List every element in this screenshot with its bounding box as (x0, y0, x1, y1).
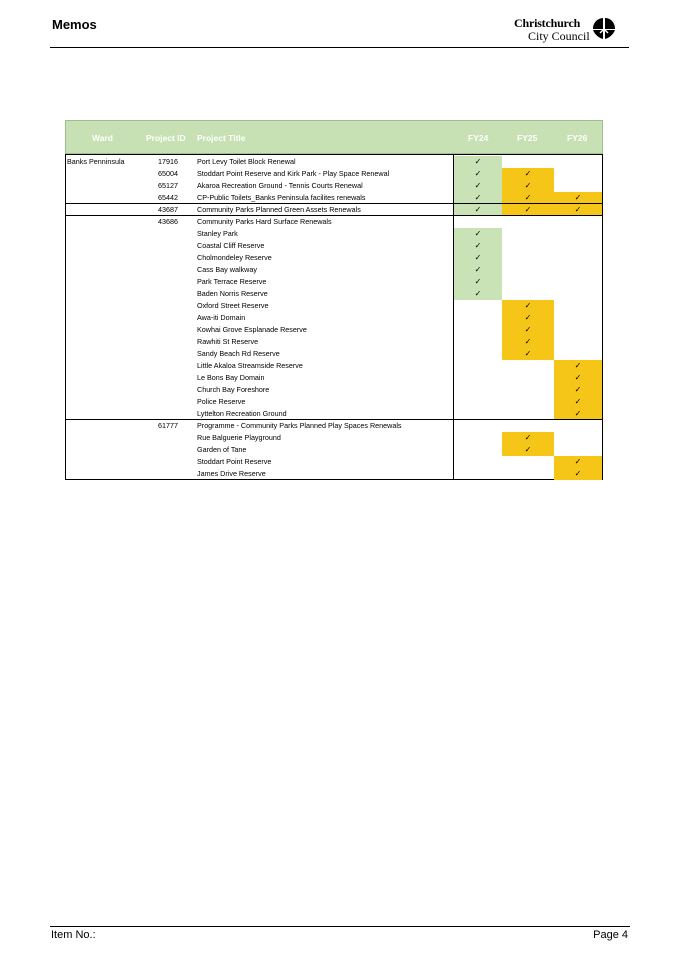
fy25-cell: ✓ (502, 192, 554, 204)
table-row (66, 252, 604, 264)
project-title-cell: Garden of Tane (197, 445, 247, 454)
table-row (66, 384, 604, 396)
fy26-cell: ✓ (554, 192, 602, 204)
project-title-cell: Le Bons Bay Domain (197, 373, 265, 382)
fy25-cell: ✓ (502, 300, 554, 312)
project-title-cell: Cholmondeley Reserve (197, 253, 272, 262)
table-row (66, 264, 604, 276)
table-row (66, 396, 604, 408)
page-header-title: Memos (52, 17, 97, 32)
project-title-cell: Programme - Community Parks Planned Play Spaces Renewals (197, 421, 402, 430)
project-id-cell: 43686 (158, 217, 178, 226)
project-title-cell: Baden Norris Reserve (197, 289, 268, 298)
project-title-cell: Park Terrace Reserve (197, 277, 267, 286)
project-title-cell: Police Reserve (197, 397, 246, 406)
table-row (66, 228, 604, 240)
fy25-cell: ✓ (502, 432, 554, 444)
table-header-row (65, 120, 603, 154)
project-title-cell: Port Levy Toilet Block Renewal (197, 157, 296, 166)
project-title-cell: Oxford Street Reserve (197, 301, 269, 310)
fy26-cell: ✓ (554, 204, 602, 216)
project-title-cell: Awa-iti Domain (197, 313, 246, 322)
fy26-cell: ✓ (554, 372, 602, 384)
project-title-cell: Rawhiti St Reserve (197, 337, 259, 346)
table-row (66, 456, 604, 468)
table-row (66, 372, 604, 384)
table-row (66, 240, 604, 252)
table-row (66, 444, 604, 456)
header-divider (50, 47, 629, 48)
logo-line-2: City Council (528, 29, 590, 43)
fy24-cell: ✓ (454, 240, 502, 252)
col-header-fy26: FY26 (567, 133, 588, 143)
fy26-cell: ✓ (554, 468, 602, 480)
footer-item-number: Item No.: (51, 929, 96, 941)
fy26-cell: ✓ (554, 456, 602, 468)
fy24-cell: ✓ (454, 288, 502, 300)
table-row (66, 432, 604, 444)
footer-divider (50, 926, 630, 927)
ward-cell: Banks Penninsula (67, 157, 125, 166)
renewals-table (65, 120, 603, 480)
council-logo (514, 16, 618, 46)
fy24-cell: ✓ (454, 276, 502, 288)
project-title-cell: CP-Public Toilets_Banks Peninsula facilites renewals (197, 193, 366, 202)
project-title-cell: Kowhai Grove Esplanade Reserve (197, 325, 307, 334)
project-id-cell: 43687 (158, 205, 178, 214)
project-title-cell: Sandy Beach Rd Reserve (197, 349, 280, 358)
col-header-project-title: Project Title (197, 133, 246, 143)
table-row (66, 288, 604, 300)
group-separator (66, 419, 602, 420)
fy25-cell: ✓ (502, 348, 554, 360)
fy24-cell: ✓ (454, 228, 502, 240)
group-separator (66, 203, 602, 204)
fy26-cell: ✓ (554, 396, 602, 408)
project-title-cell: James Drive Reserve (197, 469, 266, 478)
fy25-cell: ✓ (502, 444, 554, 456)
table-row (66, 336, 604, 348)
fy24-cell: ✓ (454, 192, 502, 204)
fy25-cell: ✓ (502, 312, 554, 324)
fy25-cell: ✓ (502, 168, 554, 180)
fy25-cell: ✓ (502, 336, 554, 348)
project-id-cell: 65127 (158, 181, 178, 190)
project-title-cell: Stoddart Point Reserve (197, 457, 272, 466)
table-row (66, 324, 604, 336)
project-title-cell: Church Bay Foreshore (197, 385, 270, 394)
project-id-cell: 65442 (158, 193, 178, 202)
table-row (66, 312, 604, 324)
project-title-cell: Rue Balguerie Playground (197, 433, 281, 442)
fy24-cell: ✓ (454, 204, 502, 216)
table-row (66, 216, 604, 228)
fy24-cell: ✓ (454, 180, 502, 192)
table-row (66, 420, 604, 432)
table-row (66, 180, 604, 192)
project-title-cell: Community Parks Planned Green Assets Renewals (197, 205, 361, 214)
fy26-cell: ✓ (554, 408, 602, 420)
group-separator (66, 215, 602, 216)
table-body (65, 154, 603, 480)
col-header-project-id: Project ID (146, 133, 186, 143)
project-title-cell: Stanley Park (197, 229, 238, 238)
table-row (66, 300, 604, 312)
fy26-cell: ✓ (554, 360, 602, 372)
table-row (66, 468, 604, 480)
table-row (66, 360, 604, 372)
project-title-cell: Little Akaloa Streamside Reserve (197, 361, 303, 370)
project-title-cell: Community Parks Hard Surface Renewals (197, 217, 332, 226)
project-id-cell: 61777 (158, 421, 178, 430)
project-title-cell: Cass Bay walkway (197, 265, 257, 274)
fy25-cell: ✓ (502, 324, 554, 336)
fy24-cell: ✓ (454, 156, 502, 168)
table-row (66, 156, 604, 168)
project-id-cell: 17916 (158, 157, 178, 166)
fy25-cell: ✓ (502, 204, 554, 216)
fy25-cell: ✓ (502, 180, 554, 192)
fy24-cell: ✓ (454, 264, 502, 276)
col-header-ward: Ward (92, 133, 113, 143)
project-title-cell: Lyttelton Recreation Ground (197, 409, 287, 418)
footer-page-number: Page 4 (593, 929, 628, 941)
project-title-cell: Coastal Cliff Reserve (197, 241, 265, 250)
table-row (66, 168, 604, 180)
council-emblem-icon (592, 17, 616, 41)
project-title-cell: Stoddart Point Reserve and Kirk Park - Play Space Renewal (197, 169, 390, 178)
col-header-fy25: FY25 (517, 133, 538, 143)
table-row (66, 348, 604, 360)
fy24-cell: ✓ (454, 168, 502, 180)
project-title-cell: Akaroa Recreation Ground - Tennis Courts Renewal (197, 181, 363, 190)
fy24-cell: ✓ (454, 252, 502, 264)
col-header-fy24: FY24 (468, 133, 489, 143)
project-id-cell: 65004 (158, 169, 178, 178)
logo-line-1: Christchurch (514, 16, 581, 30)
table-row (66, 276, 604, 288)
fy26-cell: ✓ (554, 384, 602, 396)
